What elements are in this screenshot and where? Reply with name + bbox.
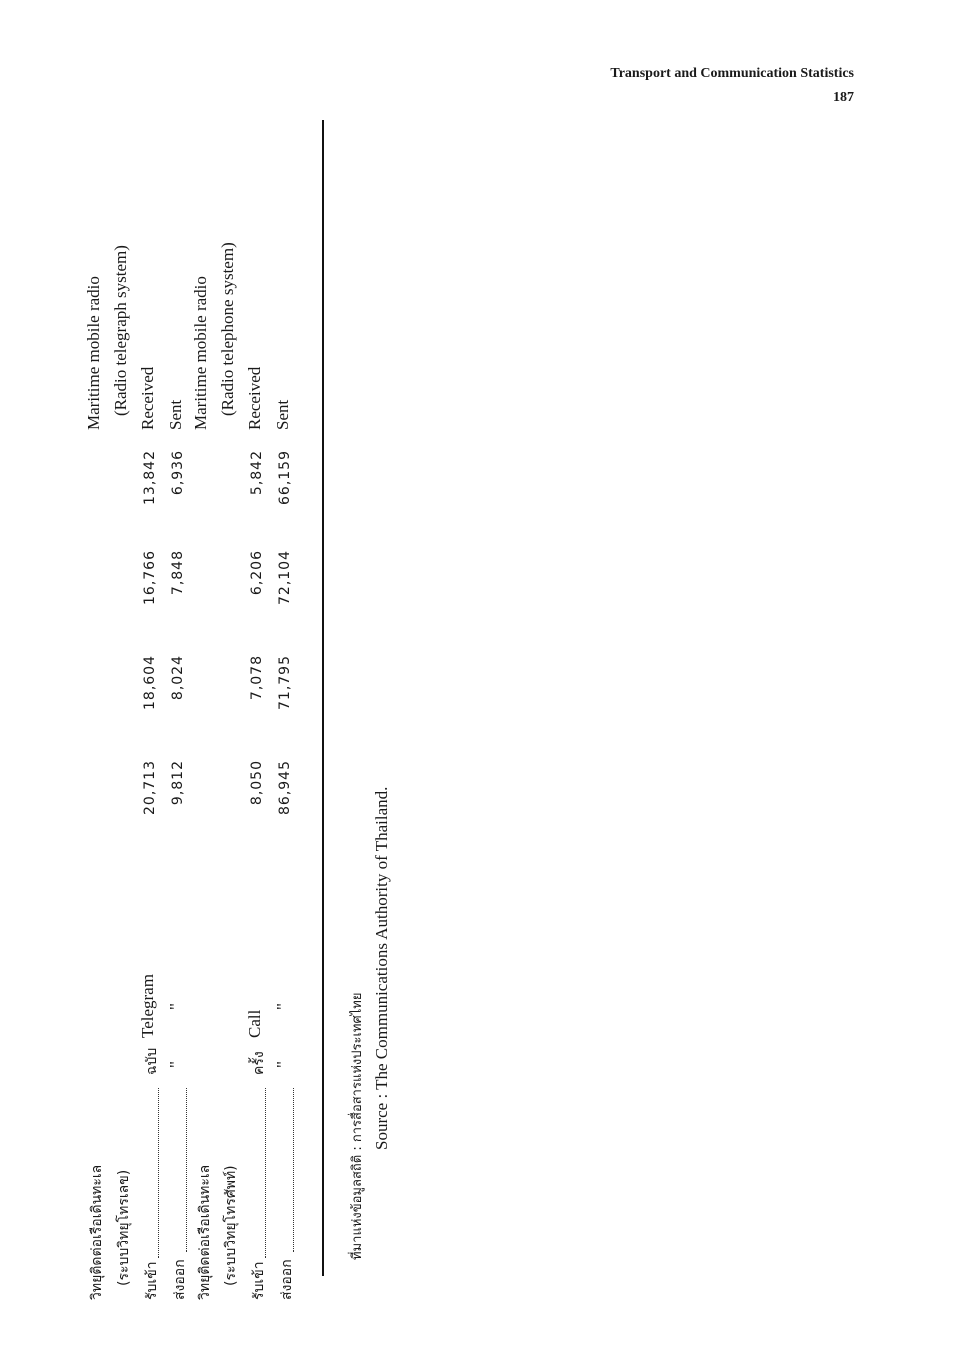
row-label-thai: ส่งออก <box>172 1259 188 1300</box>
unit-english: Telegram <box>138 974 157 1038</box>
value-cell: 66,159 <box>277 450 293 505</box>
row-label-english: Maritime mobile radio <box>191 276 210 430</box>
row-label-english: (Radio telephone system) <box>218 242 237 416</box>
leader-dots <box>158 1088 159 1258</box>
value-cell: 5,842 <box>249 450 265 496</box>
leader-dots <box>265 1088 266 1258</box>
row-label-thai: (ระบบวิทยุโทรศัพท์) <box>223 1165 239 1286</box>
unit-english: Call <box>245 1009 264 1038</box>
value-cell: 72,104 <box>277 550 293 605</box>
row-label-english: Received <box>138 366 157 430</box>
running-header-title: Transport and Communication Statistics <box>610 66 854 81</box>
value-cell: 6,206 <box>249 550 265 596</box>
row-label-english: Sent <box>166 399 185 430</box>
ditto-mark: " <box>273 1003 292 1010</box>
leader-dots <box>186 1088 187 1252</box>
row-label-thai: ส่งออก <box>279 1259 295 1300</box>
ditto-mark: " <box>273 1061 292 1068</box>
unit-thai: ฉบับ <box>144 1047 160 1075</box>
row-label-thai: วิทยุติดต่อเรือเดินทะเล <box>89 1164 105 1300</box>
row-label-english: Maritime mobile radio <box>84 276 103 430</box>
value-cell: 7,078 <box>249 655 265 701</box>
value-cell: 8,024 <box>170 655 186 701</box>
row-label-thai: (ระบบวิทยุโทรเลข) <box>116 1169 132 1286</box>
value-cell: 6,936 <box>170 450 186 496</box>
value-cell: 20,713 <box>142 760 158 815</box>
row-label-thai: รับเข้า <box>144 1261 160 1300</box>
table-bottom-rule <box>322 120 324 1276</box>
value-cell: 8,050 <box>249 760 265 806</box>
value-cell: 13,842 <box>142 450 158 505</box>
ditto-mark: " <box>166 1061 185 1068</box>
value-cell: 18,604 <box>142 655 158 710</box>
rotated-statistics-table <box>80 100 391 1300</box>
value-cell: 16,766 <box>142 550 158 605</box>
ditto-mark: " <box>166 1003 185 1010</box>
unit-thai: ครั้ง <box>251 1051 267 1075</box>
row-label-thai: วิทยุติดต่อเรือเดินทะเล <box>197 1164 213 1300</box>
source-english: Source : The Communications Authority of Thailand. <box>372 786 391 1150</box>
leader-dots <box>293 1088 294 1252</box>
value-cell: 9,812 <box>170 760 186 806</box>
value-cell: 71,795 <box>277 655 293 710</box>
row-label-english: (Radio telegraph system) <box>111 245 130 416</box>
page-number: 187 <box>833 90 854 105</box>
row-label-thai: รับเข้า <box>251 1261 267 1300</box>
row-label-english: Received <box>245 366 264 430</box>
value-cell: 7,848 <box>170 550 186 596</box>
row-label-english: Sent <box>273 399 292 430</box>
value-cell: 86,945 <box>277 760 293 815</box>
source-thai: ที่มาแห่งข้อมูลสถิติ : การสื่อสารแห่งประเทศไทย <box>350 992 365 1260</box>
